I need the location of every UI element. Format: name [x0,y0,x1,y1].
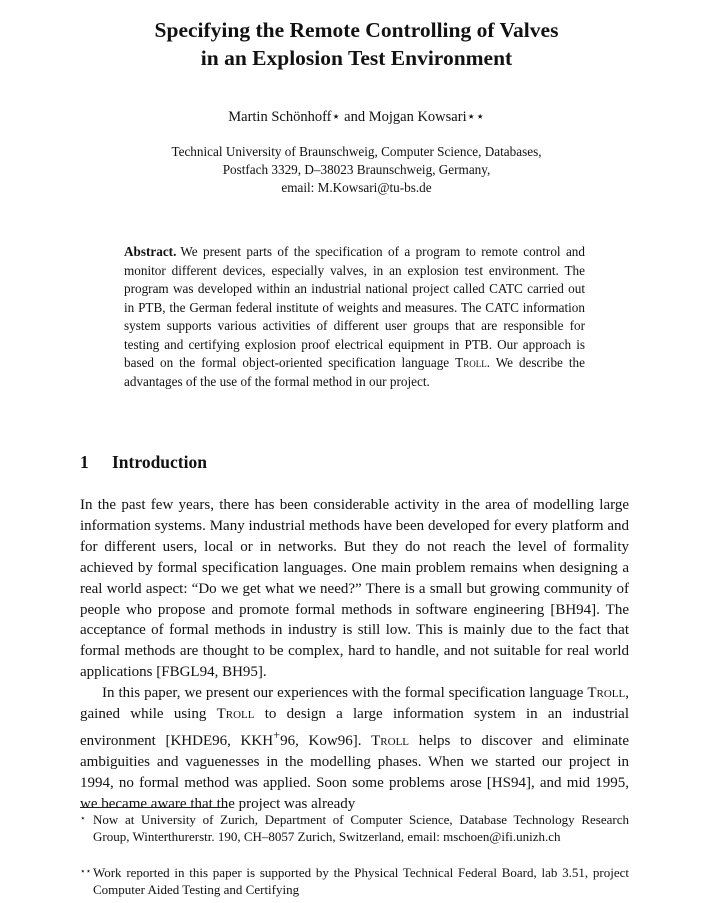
affiliation [0,143,713,197]
title-line-2: in an Explosion Test Environment [200,46,513,70]
troll-name: Troll [455,355,487,370]
footnote-text: Work reported in this paper is supported by the Physical Technical Federal Board, lab 3.51, project Computer Aided Testing and Certifying [93,865,629,897]
section-heading [80,451,207,473]
paragraph-2-text: helps to discover and eliminate ambiguities and vaguenesses in the modelling phases. When we started our project in 1994, no formal method was applied. Soon some problems arose [HS94], and mid 1995, we became aware that the project was already [80,732,629,812]
affiliation-email: email: M.Kowsari@tu-bs.de [281,180,432,195]
abstract-text-a: We present parts of the specification of a program to remote control and monitor different devices, especially valves, in an explosion test environment. The program was developed within an industrial national project called CATC carried out in PTB, the German federal institute of weights and measures. The CATC information system supports various activities of different user groups that are responsible for testing and certifying explosion proof electrical equipment in PTB. Our approach is based on the formal object-oriented specification language [124,244,585,370]
troll-name: Troll [371,732,410,749]
title-line-1: Specifying the Remote Controlling of Valves [154,18,559,42]
troll-name: Troll [587,685,626,702]
affiliation-line-1: Technical University of Braunschweig, Computer Science, Databases, [171,144,542,159]
authors: Martin Schönhoff⋆ and Mojgan Kowsari⋆⋆ [228,109,485,125]
abstract-label: Abstract. [124,244,177,259]
footnote-2 [80,865,629,898]
footnote-mark: ⋆ [80,813,86,823]
abstract-text-b: . We describe the advantages of the use of the formal method in our project. [124,355,585,389]
paragraph-2-text: In this paper, we present our experiences with the formal specification language [102,685,588,702]
paragraph-2-text: , gained while using [80,685,629,723]
footnote-1 [80,812,629,845]
body-text [80,495,629,815]
section-title: Introduction [112,452,207,472]
footnote-rule [80,807,228,808]
superscript-plus: + [273,727,281,742]
footnote-text: Now at University of Zurich, Department of Computer Science, Database Technology Research Group, Winterthurerstr. 190, CH–8057 Zurich, Switzerland, email: mschoen@ifi.unizh.ch [93,812,629,844]
footnote-mark: ⋆⋆ [80,866,92,876]
paragraph-1: In the past few years, there has been considerable activity in the area of modelling large information systems. Many industrial methods have been developed for every platform and for different users, local or in networks. But they do not reach the level of formality achieved by formal specification languages. One main problem remains when designing a real world aspect: “Do we get what we need?” There is a small but growing community of people who propose and promote formal methods in software engineering [BH94]. The acceptance of formal methods in industry is still low. This is mainly due to the fact that formal methods are thought to be complex, hard to handle, and not suitable for real world applications [FBGL94, BH95]. [80,497,629,681]
paragraph-2-text: to design a large information system in an industrial environment [KHDE96, KKH [80,706,629,749]
paragraph-2 [80,683,629,814]
affiliation-line-2: Postfach 3329, D–38023 Braunschweig, Germany, [222,162,491,177]
paragraph-2-text: 96, Kow96]. [280,732,372,749]
abstract [124,243,585,391]
section-number: 1 [80,452,89,472]
paper-title [0,16,713,72]
troll-name: Troll [216,706,255,723]
